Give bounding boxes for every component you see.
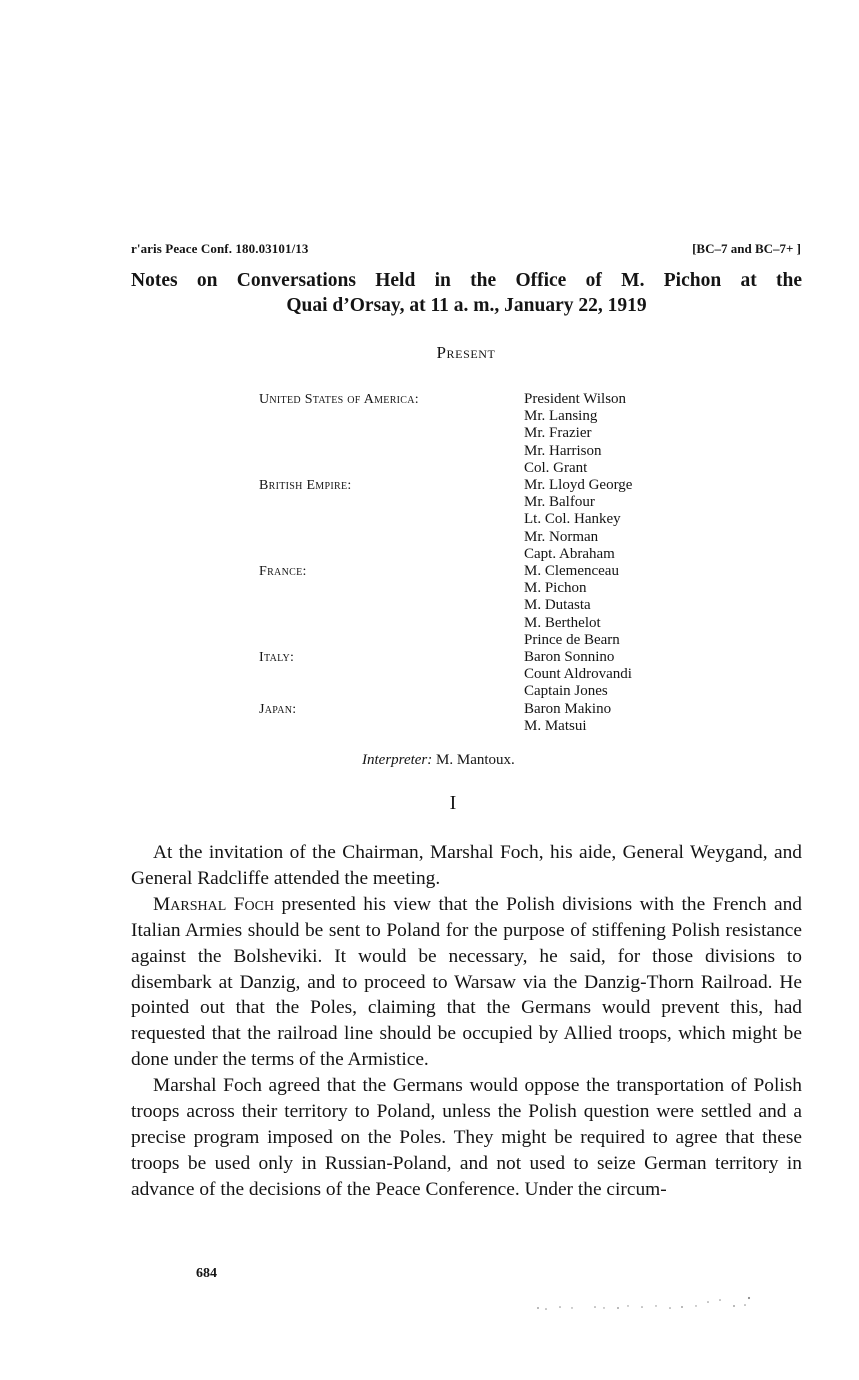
member: Prince de Bearn (524, 631, 620, 648)
document-codes: [BC–7 and BC–7+ ] (692, 241, 801, 256)
member: Mr. Norman (524, 528, 599, 545)
member: M. Dutasta (524, 597, 591, 614)
member: Mr. Lloyd George (524, 477, 633, 494)
member: M. Berthelot (524, 614, 601, 631)
attendee-list (259, 391, 709, 735)
scan-specks (530, 1296, 760, 1316)
member: President Wilson (524, 391, 627, 407)
member-list (524, 477, 632, 563)
delegation-british-empire (259, 477, 709, 563)
member: Captain Jones (524, 683, 608, 700)
country-label: Japan: (259, 701, 297, 717)
member-list (524, 391, 626, 477)
delegation-united-states (259, 391, 709, 477)
member: Baron Sonnino (524, 649, 615, 666)
body-text (131, 840, 802, 1203)
interpreter-name: M. Mantoux. (436, 752, 515, 768)
member: Lt. Col. Hankey (524, 511, 621, 528)
interpreter-label: Interpreter: (362, 752, 433, 768)
paragraph: At the invitation of the Chairman, Marshal Foch, his aide, General Weygand, and General Radcliffe attended the meeting. (131, 842, 802, 889)
member: Baron Makino (524, 700, 612, 717)
document-title (131, 268, 802, 318)
delegation-japan (259, 701, 709, 735)
country-label: British Empire: (259, 478, 352, 494)
member: Capt. Abraham (524, 545, 615, 562)
paragraph: Marshal Foch agreed that the Germans would oppose the transportation of Polish troops across their territory to Poland, unless the Polish question were settled and a precise program imposed on the Poles. They might be required to agree that these troops be used only in Russian-Poland, and not used to seize German territory in advance of the decisions of the Peace Conference. Under the circum- (131, 1075, 802, 1200)
member: Mr. Harrison (524, 442, 602, 459)
member: Count Aldrovandi (524, 666, 632, 683)
delegation-france (259, 563, 709, 649)
delegation-italy (259, 649, 709, 701)
title-line-2: Quai d’Orsay, at 11 a. m., January 22, 1919 (286, 295, 647, 316)
speaker-name: Marshal Foch (153, 893, 275, 915)
member: Mr. Frazier (524, 425, 592, 442)
page-number: 684 (196, 1266, 217, 1281)
paragraph (131, 892, 802, 1073)
member: Mr. Lansing (524, 408, 598, 425)
present-heading: Present (436, 343, 496, 362)
title-line-1: Notes on Conversations Held in the Office of M. Pichon at the (131, 270, 802, 291)
member: Col. Grant (524, 459, 588, 476)
country-label: France: (259, 564, 307, 580)
country-label: Italy: (259, 650, 295, 666)
member-list (524, 701, 611, 735)
member: M. Matsui (524, 717, 587, 734)
interpreter-line (362, 752, 515, 769)
member: Mr. Balfour (524, 494, 595, 511)
country-label: United States of America: (259, 392, 419, 407)
file-reference: r'aris Peace Conf. 180.03101/13 (131, 241, 309, 256)
section-number: I (449, 792, 457, 814)
member: M. Pichon (524, 580, 587, 597)
paragraph-text: presented his view that the Polish divisions with the French and Italian Armies should be sent to Poland for the purpose of stiffening Polish resistance against the Bolsheviki. It would be necessary, he said, for those divisions to disembark at Danzig, and to proceed to Warsaw via the Danzig-Thorn Railroad. He pointed out that the Poles, claiming that the Germans would prevent this, had requested that the railroad line should be occupied by Allied troops, which might be done under the terms of the Armistice. (131, 893, 802, 1071)
member-list (524, 649, 632, 701)
member: M. Clemenceau (524, 563, 619, 580)
member-list (524, 563, 620, 649)
